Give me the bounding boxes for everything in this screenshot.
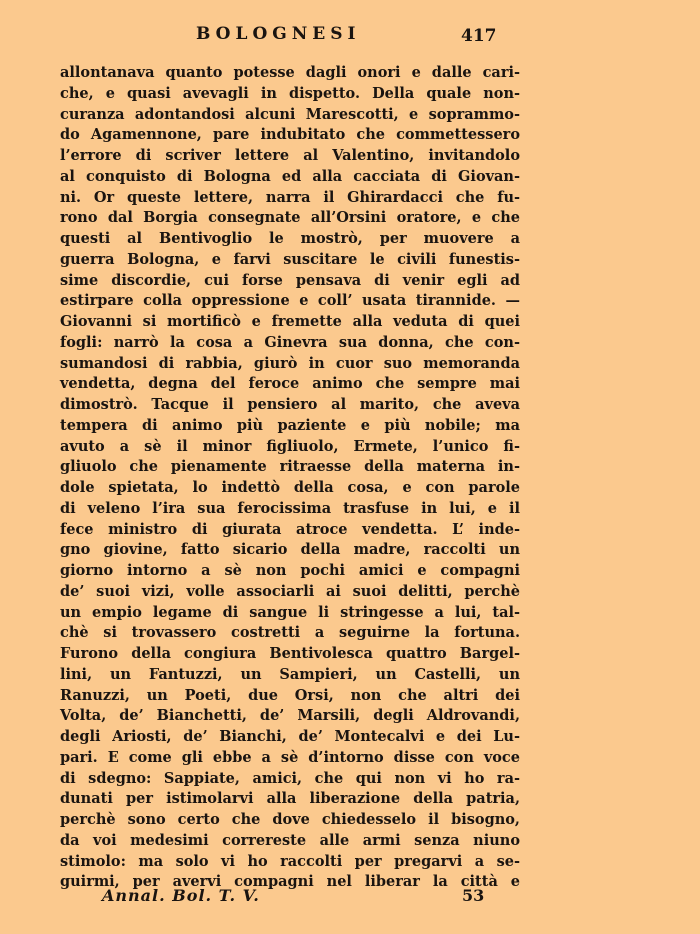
- text-line: allontanava quanto potesse dagli onori e dalle cari-: [60, 64, 520, 81]
- text-line: da voi medesimi correreste alle armi senza niuno: [60, 831, 520, 849]
- text-line: de’ suoi vizi, volle associarli ai suoi delitti, perchè: [60, 582, 520, 600]
- text-line: questi al Bentivoglio le mostrò, per muovere a: [60, 230, 520, 247]
- text-line: dole spietata, lo indettò della cosa, e con parole: [60, 479, 520, 496]
- sheet-number: 53: [462, 886, 485, 905]
- signature-mark: Annal. Bol. T. V.: [102, 886, 260, 905]
- text-line: fogli: narrò la cosa a Ginevra sua donna, che con-: [60, 333, 520, 351]
- text-line: degli Ariosti, de’ Bianchi, de’ Montecalvi e dei Lu-: [60, 728, 520, 745]
- text-line: lini, un Fantuzzi, un Sampieri, un Castelli, un: [60, 665, 520, 683]
- text-line: estirpare colla oppressione e coll’ usata tirannide. —: [60, 292, 520, 310]
- text-line: Giovanni si mortificò e fremette alla veduta di quei: [60, 313, 520, 330]
- text-line: curanza adontandosi alcuni Marescotti, e soprammo-: [60, 105, 520, 123]
- text-line: chè si trovassero costretti a seguirne la fortuna.: [60, 624, 520, 642]
- text-line: al conquisto di Bologna ed alla cacciata di Giovan-: [60, 167, 520, 185]
- text-line: rono dal Borgia consegnate all’Orsini oratore, e che: [60, 209, 520, 227]
- text-line: dunati per istimolarvi alla liberazione della patria,: [60, 790, 520, 808]
- text-line: ni. Or queste lettere, narra il Ghirardacci che fu-: [60, 188, 520, 206]
- text-line: fece ministro di giurata atroce vendetta. L’ inde-: [60, 520, 520, 538]
- text-line: vendetta, degna del feroce animo che sempre mai: [60, 375, 520, 393]
- text-line: dimostrò. Tacque il pensiero al marito, che aveva: [60, 396, 520, 413]
- text-line: gliuolo che pienamente ritraesse della materna in-: [60, 458, 520, 476]
- text-line: do Agamennone, pare indubitato che commettessero: [60, 126, 520, 144]
- text-line: Ranuzzi, un Poeti, due Orsi, non che altri dei: [60, 686, 520, 704]
- text-line: giorno intorno a sè non pochi amici e compagni: [60, 562, 520, 579]
- text-line: di sdegno: Sappiate, amici, che qui non vi ho ra-: [60, 769, 520, 787]
- text-line: guirmi, per avervi compagni nel liberar la città e: [60, 873, 520, 891]
- text-line: sumandosi di rabbia, giurò in cuor suo memoranda: [60, 354, 520, 372]
- text-line: Volta, de’ Bianchetti, de’ Marsili, degli Aldrovandi,: [60, 707, 520, 725]
- page-number: 417: [461, 26, 497, 46]
- text-line: sime discordie, cui forse pensava di venir egli ad: [60, 271, 520, 289]
- text-line: avuto a sè il minor figliuolo, Ermete, l’unico fi-: [60, 437, 520, 455]
- text-line: stimolo: ma solo vi ho raccolti per pregarvi a se-: [60, 852, 520, 870]
- running-title: BOLOGNESI: [196, 24, 361, 44]
- text-line: di veleno l’ira sua ferocissima trasfuse in lui, e il: [60, 499, 520, 517]
- text-line: tempera di animo più paziente e più nobile; ma: [60, 416, 520, 434]
- body-text: [60, 63, 520, 893]
- text-line: che, e quasi avevagli in dispetto. Della quale non-: [60, 84, 520, 102]
- text-line: pari. E come gli ebbe a sè d’intorno disse con voce: [60, 748, 520, 766]
- text-line: gno giovine, fatto sicario della madre, raccolti un: [60, 541, 520, 559]
- text-line: perchè sono certo che dove chiedesselo il bisogno,: [60, 811, 520, 828]
- text-line: un empio legame di sangue li stringesse a lui, tal-: [60, 603, 520, 621]
- text-line: guerra Bologna, e farvi suscitare le civili funestis-: [60, 250, 520, 268]
- text-line: l’errore di scriver lettere al Valentino, invitandolo: [60, 147, 520, 164]
- text-line: Furono della congiura Bentivolesca quattro Bargel-: [60, 645, 520, 662]
